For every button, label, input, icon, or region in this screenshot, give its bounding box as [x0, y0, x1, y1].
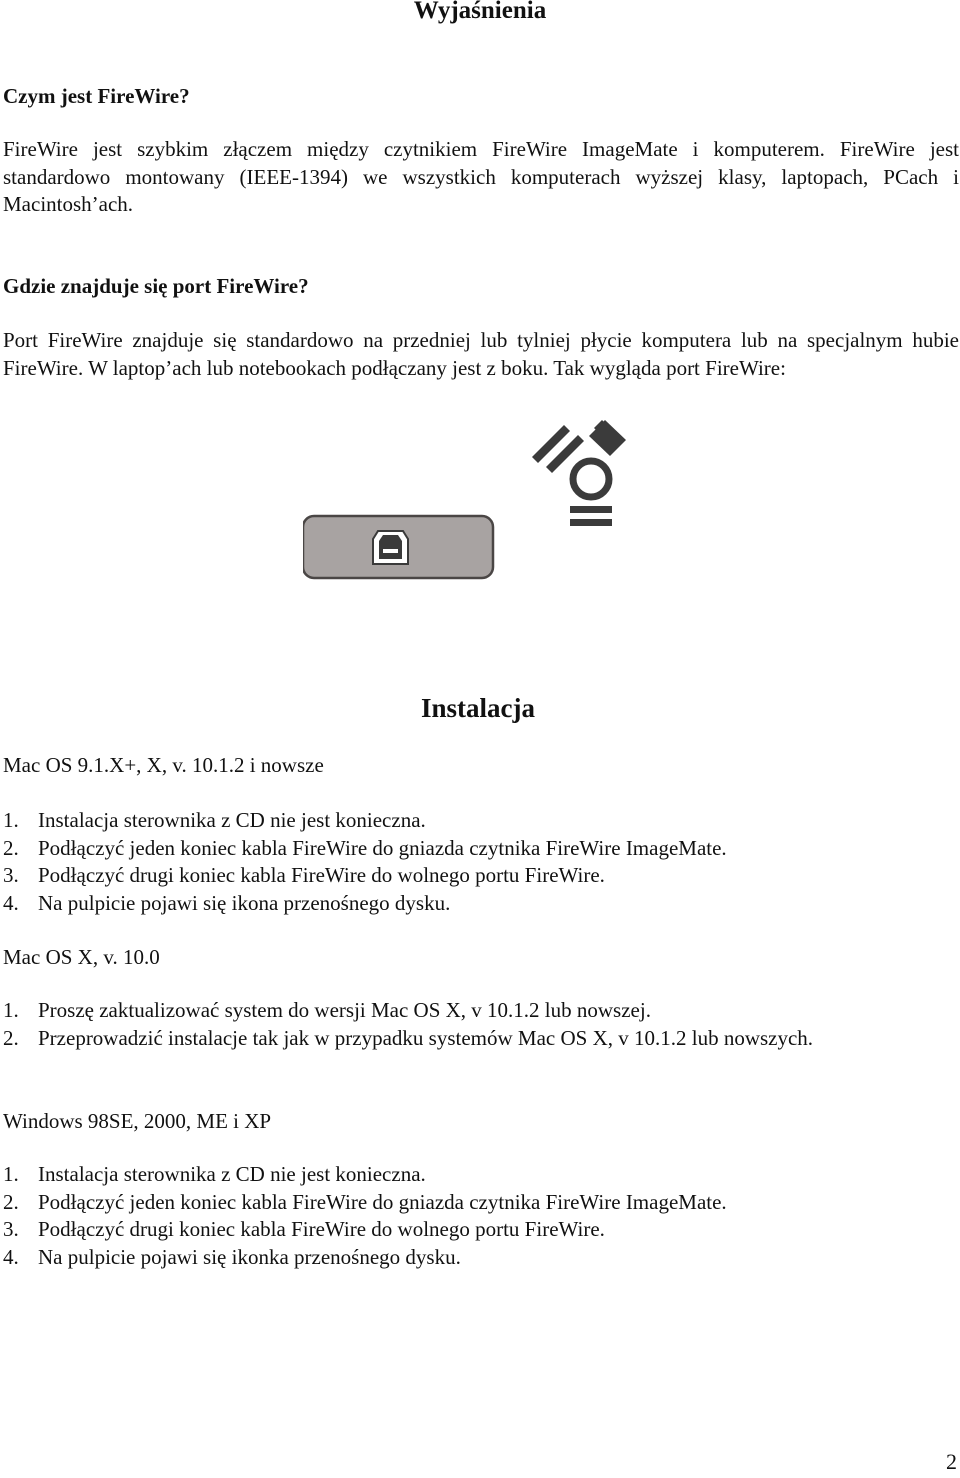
mac-old-steps — [3, 997, 813, 1052]
list-item: 4. Na pulpicie pojawi się ikona przenośnego dysku. — [3, 890, 451, 915]
list-item: 4. Na pulpicie pojawi się ikonka przenośnego dysku. — [3, 1244, 461, 1269]
list-item: 1. Instalacja sterownika z CD nie jest konieczna. — [3, 808, 426, 832]
mac-old-heading: Mac OS X, v. 10.0 — [3, 945, 160, 969]
windows-heading: Windows 98SE, 2000, ME i XP — [3, 1109, 272, 1133]
list-item: 2. Podłączyć jeden koniec kabla FireWire do gniazda czytnika FireWire ImageMate. — [3, 1189, 727, 1214]
page-title: Wyjaśnienia — [413, 0, 547, 24]
paragraph-where-is-port: Port FireWire znajduje się standardowo na przedniej lub tylniej płycie komputera lub na specjalnym hubie FireWire. W laptop’ach lub notebookach podłączany jest z boku. Tak wygląda port FireWire: — [3, 328, 959, 380]
list-item: 3. Podłączyć drugi koniec kabla FireWire do wolnego portu FireWire. — [3, 1217, 605, 1241]
list-item: 2. Podłączyć jeden koniec kabla FireWire do gniazda czytnika FireWire ImageMate. — [3, 835, 727, 860]
section-heading-what-is-firewire: Czym jest FireWire? — [3, 84, 190, 108]
page-number: 2 — [946, 1449, 957, 1474]
windows-steps — [3, 1161, 727, 1271]
firewire-port-icon — [303, 516, 493, 578]
firewire-port-figure — [303, 408, 653, 586]
paragraph-what-is-firewire: FireWire jest szybkim złączem między czytnikiem FireWire ImageMate i komputerem. FireWire jest standardowo montowany (IEEE-1394) we wszystkich komputerach wyższej klasy, laptopach, PCach i Macintosh’ach. — [3, 137, 959, 216]
mac-new-heading: Mac OS 9.1.X+, X, v. 10.1.2 i nowsze — [3, 753, 324, 777]
list-item: 1. Instalacja sterownika z CD nie jest konieczna. — [3, 1162, 426, 1186]
list-item: 2. Przeprowadzić instalacje tak jak w przypadku systemów Mac OS X, v 10.1.2 lub nowszych. — [3, 1025, 814, 1050]
list-item: 3. Podłączyć drugi koniec kabla FireWire do wolnego portu FireWire. — [3, 863, 605, 887]
mac-new-steps — [3, 807, 727, 917]
firewire-logo-icon — [532, 420, 626, 526]
installation-title: Instalacja — [421, 693, 535, 723]
list-item: 1. Proszę zaktualizować system do wersji Mac OS X, v 10.1.2 lub nowszej. — [3, 998, 651, 1022]
section-heading-where-is-port: Gdzie znajduje się port FireWire? — [3, 274, 309, 298]
